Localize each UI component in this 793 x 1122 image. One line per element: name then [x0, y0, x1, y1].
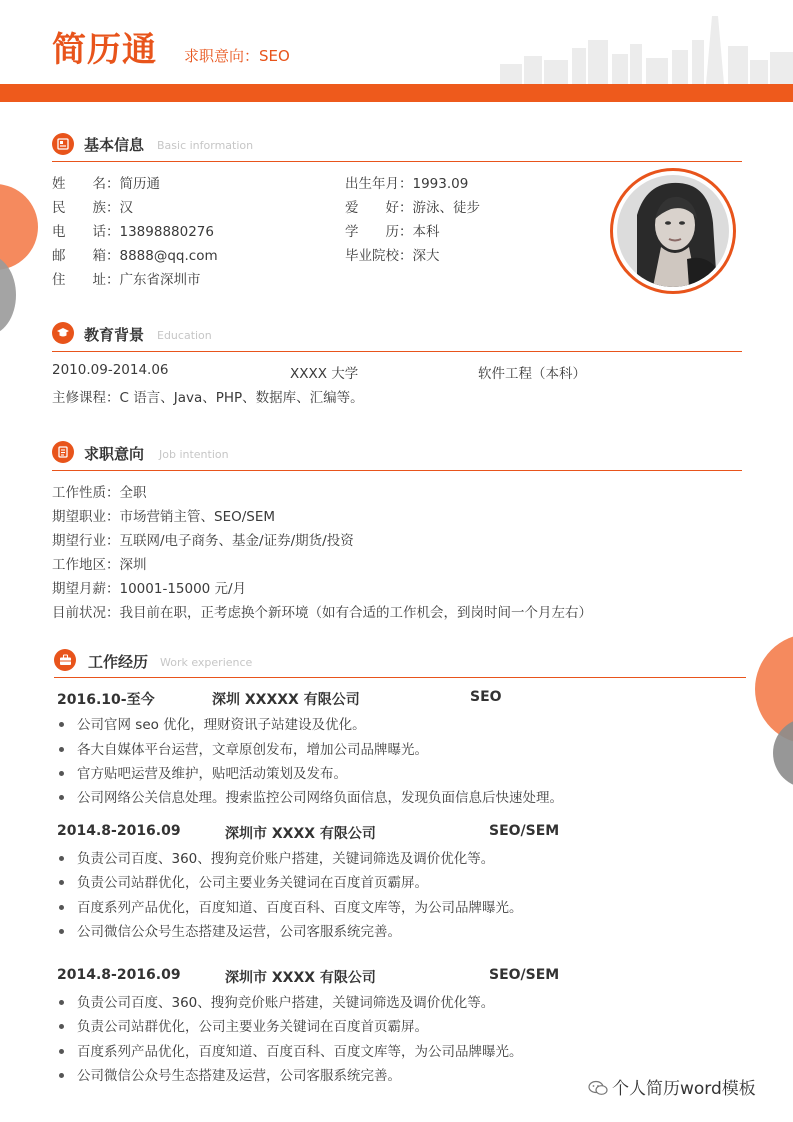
duty-text: 公司微信公众号生态搭建及运营，公司客服系统完善。 — [77, 924, 401, 940]
basic-info-address — [52, 268, 201, 288]
field-value: 深大 — [412, 248, 440, 264]
job-duty — [59, 920, 401, 940]
job-role: SEO — [470, 689, 502, 705]
field-label: 民 族： — [52, 200, 120, 216]
field-label: 住 址： — [52, 272, 120, 288]
section-divider-education — [52, 351, 742, 352]
intention-item — [52, 577, 246, 597]
duty-text: 负责公司百度、360、搜狗竞价账户搭建，关键词筛选及调价优化等。 — [77, 995, 495, 1011]
avatar — [610, 168, 736, 294]
section-title-education: 教育背景 — [84, 326, 145, 344]
bullet — [59, 1049, 64, 1054]
job-role: SEO/SEM — [489, 967, 560, 983]
field-label: 工作性质： — [52, 485, 120, 501]
job-duty — [59, 896, 523, 916]
education-period: 2010.09-2014.06 — [52, 362, 169, 378]
job-period: 2016.10-至今 — [57, 692, 155, 708]
field-value: 简历通 — [119, 176, 160, 192]
duty-text: 负责公司百度、360、搜狗竞价账户搭建，关键词筛选及调价优化等。 — [77, 851, 495, 867]
decor-circle-left-orange — [0, 184, 38, 270]
job-company: 深圳市 XXXX 有限公司 — [225, 970, 376, 986]
job-role: SEO/SEM — [489, 823, 560, 839]
field-value: 互联网/电子商务、基金/证券/期货/投资 — [119, 533, 354, 549]
field-value: 汉 — [119, 200, 133, 216]
basic-info-phone — [52, 220, 214, 240]
city-skyline-decoration — [480, 10, 793, 84]
bullet — [59, 1024, 64, 1029]
bullet — [59, 880, 64, 885]
basic-info-hobby — [345, 196, 480, 216]
section-title-basic: 基本信息 — [84, 136, 145, 154]
job-duty — [59, 738, 428, 758]
wechat-icon — [588, 1080, 608, 1096]
field-value: 深圳 — [119, 557, 147, 573]
job-period: 2014.8-2016.09 — [57, 967, 181, 983]
duty-text: 官方贴吧运营及维护，贴吧活动策划及发布。 — [77, 766, 347, 782]
field-value: 我目前在职，正考虑换个新环境（如有合适的工作机会，到岗时间一个月左右） — [119, 605, 592, 621]
intention-item — [52, 601, 592, 621]
field-label: 电 话： — [52, 224, 120, 240]
header-job-target: 求职意向：SEO — [184, 47, 290, 65]
bullet — [59, 905, 64, 910]
job-company: 深圳市 XXXX 有限公司 — [225, 826, 376, 842]
basic-info-birth — [345, 172, 468, 192]
header-bar — [0, 84, 793, 102]
job-company: 深圳 XXXXX 有限公司 — [212, 692, 360, 708]
wechat-watermark — [588, 1074, 756, 1099]
document-icon — [52, 441, 74, 463]
bullet — [59, 771, 64, 776]
section-divider-basic — [52, 161, 742, 162]
job-duty — [59, 1015, 428, 1035]
field-label: 姓 名： — [52, 176, 120, 192]
duty-text: 各大自媒体平台运营，文章原创发布，增加公司品牌曝光。 — [77, 742, 428, 758]
section-subtitle-education: Education — [157, 329, 212, 342]
job-duty — [59, 991, 494, 1011]
section-subtitle-work: Work experience — [160, 656, 253, 669]
field-label: 期望职业： — [52, 509, 120, 525]
bullet — [59, 856, 64, 861]
field-label: 期望行业： — [52, 533, 120, 549]
basic-info-degree — [345, 220, 440, 240]
avatar-photo — [617, 175, 729, 287]
bullet — [59, 722, 64, 727]
section-title-intention: 求职意向 — [84, 445, 145, 463]
basic-info-name — [52, 172, 160, 192]
field-label: 邮 箱： — [52, 248, 120, 264]
field-label: 目前状况： — [52, 605, 120, 621]
section-divider-work — [54, 677, 746, 678]
bullet — [59, 795, 64, 800]
graduation-cap-icon — [52, 322, 74, 344]
field-value: 1993.09 — [412, 176, 469, 192]
briefcase-icon — [54, 649, 76, 671]
basic-info-email — [52, 244, 218, 264]
job-duty — [59, 1064, 401, 1084]
education-major: 软件工程（本科） — [478, 366, 586, 382]
field-label: 期望月薪： — [52, 581, 120, 597]
duty-text: 负责公司站群优化，公司主要业务关键词在百度首页霸屏。 — [77, 1019, 428, 1035]
field-value: 游泳、徒步 — [412, 200, 480, 216]
section-subtitle-intention: Job intention — [159, 448, 229, 461]
intention-item — [52, 505, 275, 525]
field-label: 毕业院校： — [345, 248, 413, 264]
bullet — [59, 1000, 64, 1005]
education-school: XXXX 大学 — [290, 366, 359, 382]
field-value: 13898880276 — [119, 224, 214, 240]
duty-text: 公司微信公众号生态搭建及运营，公司客服系统完善。 — [77, 1068, 401, 1084]
section-divider-intention — [52, 470, 742, 471]
field-label: 学 历： — [345, 224, 413, 240]
section-subtitle-basic: Basic information — [157, 139, 254, 152]
intention-item — [52, 553, 147, 573]
job-duty — [59, 762, 347, 782]
brand-title: 简历通 — [52, 30, 157, 70]
intention-item — [52, 529, 354, 549]
duty-text: 百度系列产品优化，百度知道、百度百科、百度文库等，为公司品牌曝光。 — [77, 900, 523, 916]
field-label: 工作地区： — [52, 557, 120, 573]
job-duty — [59, 1040, 523, 1060]
field-value: 10001-15000 元/月 — [119, 581, 247, 597]
job-duty — [59, 847, 494, 867]
id-card-icon — [52, 133, 74, 155]
field-value: 8888@qq.com — [119, 248, 218, 264]
field-value: 本科 — [412, 224, 440, 240]
bullet — [59, 929, 64, 934]
education-courses: 主修课程：C 语言、Java、PHP、数据库、汇编等。 — [52, 390, 364, 406]
basic-info-school — [345, 244, 440, 264]
job-period: 2014.8-2016.09 — [57, 823, 181, 839]
field-label: 爱 好： — [345, 200, 413, 216]
duty-text: 百度系列产品优化，百度知道、百度百科、百度文库等，为公司品牌曝光。 — [77, 1044, 523, 1060]
bullet — [59, 1073, 64, 1078]
job-duty — [59, 786, 563, 806]
job-duty — [59, 871, 428, 891]
duty-text: 负责公司站群优化，公司主要业务关键词在百度首页霸屏。 — [77, 875, 428, 891]
basic-info-ethnicity — [52, 196, 133, 216]
intention-item — [52, 481, 147, 501]
field-value: 市场营销主管、SEO/SEM — [119, 509, 276, 525]
field-value: 广东省深圳市 — [119, 272, 201, 288]
section-title-work: 工作经历 — [88, 653, 149, 671]
duty-text: 公司官网 seo 优化，理财资讯子站建设及优化。 — [77, 717, 366, 733]
decor-circle-left-gray — [0, 255, 16, 335]
duty-text: 公司网络公关信息处理。搜索监控公司网络负面信息，发现负面信息后快速处理。 — [77, 790, 563, 806]
field-value: 全职 — [119, 485, 147, 501]
job-duty — [59, 713, 366, 733]
bullet — [59, 747, 64, 752]
watermark-text: 个人简历word模板 — [612, 1079, 756, 1099]
field-label: 出生年月： — [345, 176, 413, 192]
